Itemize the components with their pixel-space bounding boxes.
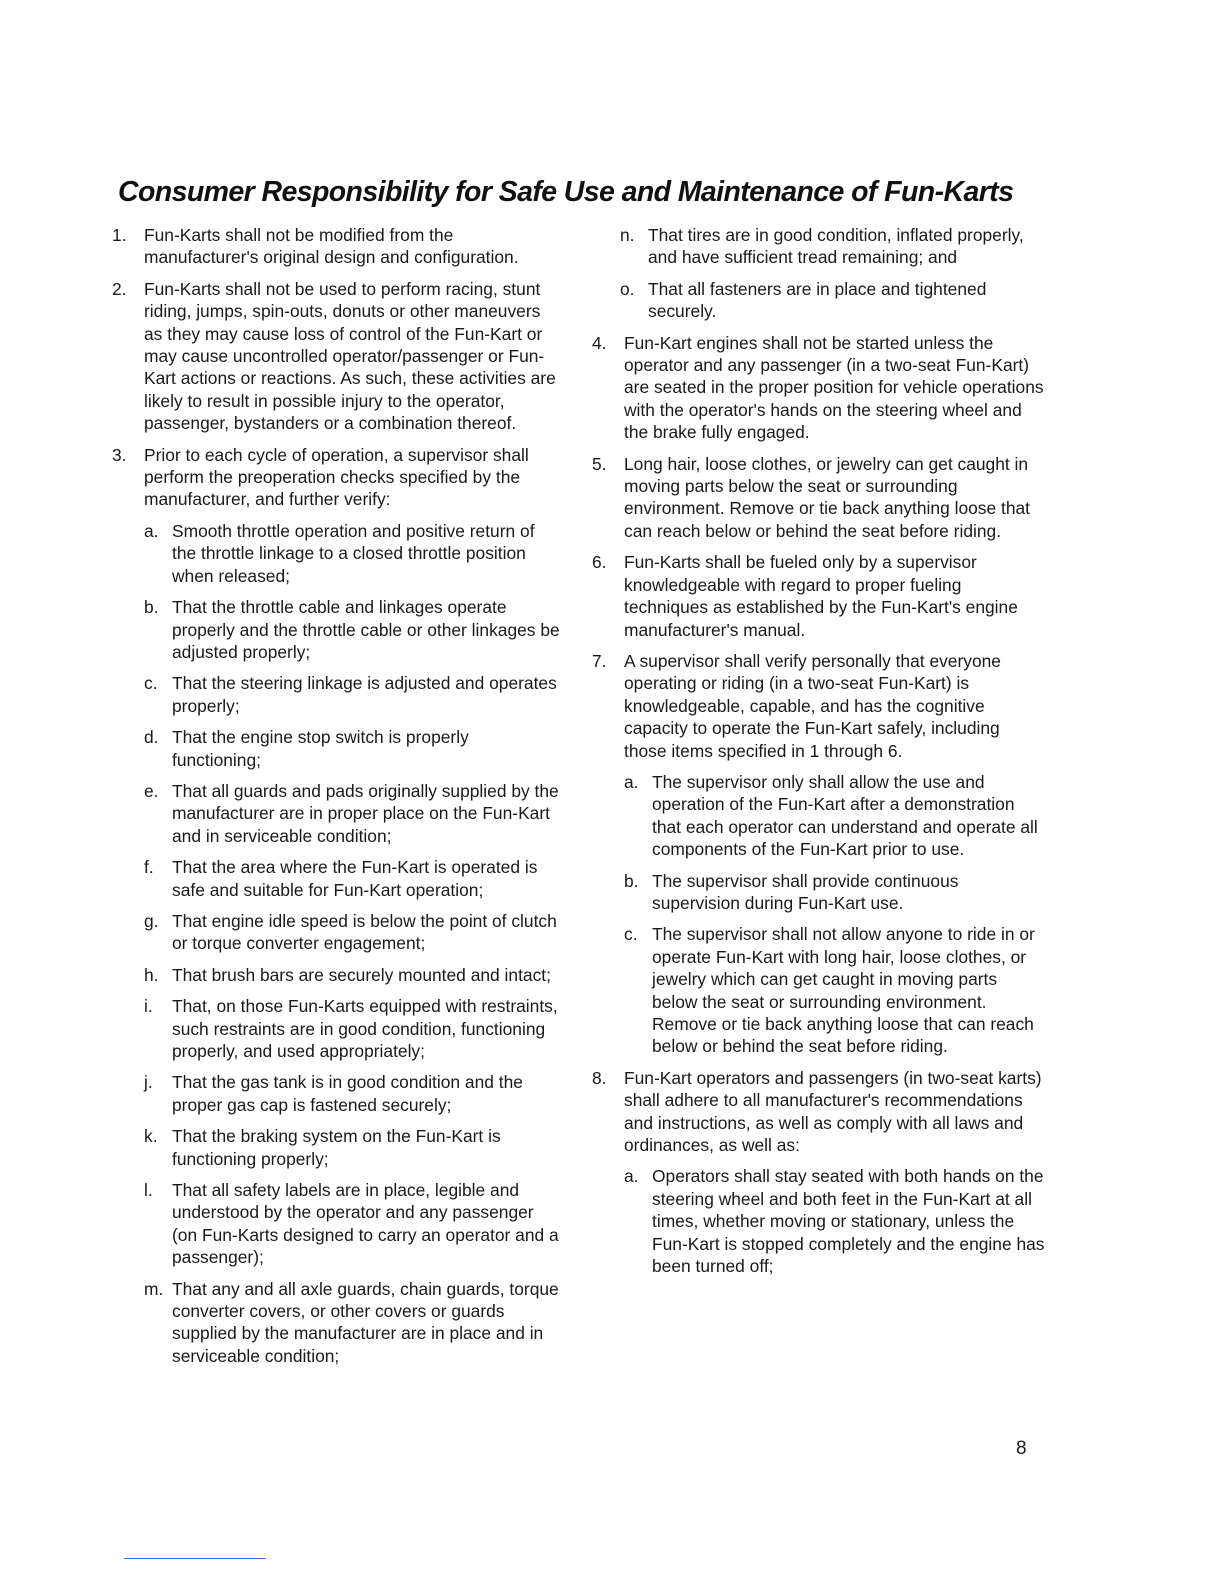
sub-item-letter: n. [620,225,635,245]
list-item-7 [592,650,1046,1058]
sub-list [144,520,562,1367]
sub-item-letter: b. [144,597,159,618]
sub-item-b [144,596,562,663]
right-column [592,224,1046,1286]
sub-item-letter: a. [144,520,159,541]
item-text: Fun-Karts shall not be modified from the manufacturer's original design and configuration. [144,225,519,268]
item-text: A supervisor shall verify personally that everyone operating or riding (in a two-seat Fun-Kart) is knowledgeable, capable, and has the cognitive capacity to operate the Fun-Kart safely, including those items specified in 1 through 6. [624,650,1001,761]
item-number: 2. [112,278,127,299]
list-item-4 [592,332,1046,444]
sub-item-letter: m. [144,1278,164,1299]
sub-item-d [144,726,562,771]
item-text: Fun-Karts shall be fueled only by a supervisor knowledgeable with regard to proper fueling techniques as established by the Fun-Kart's engine manufacturer's manual. [624,552,1018,640]
list-item-2 [112,278,562,435]
sub-item-letter: a. [624,1166,639,1187]
sub-item-g [144,910,562,955]
sub-item-text: That brush bars are securely mounted and intact; [172,964,551,985]
sub-item-f [144,856,562,901]
sub-item-k [144,1125,562,1170]
sub-item-text: That, on those Fun-Karts equipped with restraints, such restraints are in good condition, functioning properly, and used appropriately; [172,996,558,1061]
list-item-5 [592,453,1046,543]
list-item-6 [592,551,1046,641]
item-number: 3. [112,444,127,465]
sub-item-letter: e. [144,780,159,801]
item-text: Long hair, loose clothes, or jewelry can get caught in moving parts below the seat or surrounding environment. Remove or tie back anything loose that can reach below or behind the seat before riding. [624,453,1031,541]
item-text: Fun-Kart operators and passengers (in two-seat karts) shall adhere to all manufacturer's recommendations and instructions, as well as comply with all laws and ordinances, as well as: [624,1067,1042,1156]
sub-item-c [624,923,1046,1057]
sub-item-text: Operators shall stay seated with both hands on the steering wheel and both feet in the Fun-Kart at all times, whether moving or stationary, unless the Fun-Kart is stopped completely and the engine has been turned off; [652,1166,1045,1277]
left-column [112,224,562,1376]
sub-item-text: That the steering linkage is adjusted and operates properly; [172,673,557,716]
sub-item-j [144,1071,562,1116]
sub-item-text: That tires are in good condition, inflated properly, and have sufficient tread remaining; and [648,225,1024,268]
sub-item-letter: d. [144,727,159,748]
sub-item-letter: c. [144,673,158,694]
sub-list [624,1165,1046,1277]
sub-item-letter: h. [144,964,159,985]
sub-item-letter: i. [144,996,153,1017]
sub-item-letter: f. [144,857,154,878]
list-item-8 [592,1067,1046,1278]
item-number: 4. [592,332,607,353]
sub-item-text: That all guards and pads originally supplied by the manufacturer are in proper place on the Fun-Kart and in serviceable condition; [172,780,559,846]
item-number: 1. [112,225,127,245]
item-number: 7. [592,650,607,671]
sub-item-text: That the area where the Fun-Kart is operated is safe and suitable for Fun-Kart operation; [172,857,538,900]
sub-item-m [144,1278,562,1368]
page-number: 8 [1016,1438,1027,1459]
sub-item-o [620,278,1046,323]
sub-item-text: That any and all axle guards, chain guards, torque converter covers, or other covers or guards supplied by the manufacturer are in place and in serviceable condition; [172,1278,559,1366]
sub-item-i [144,995,562,1062]
sub-item-text: That the gas tank is in good condition and the proper gas cap is fastened securely; [172,1072,523,1115]
sub-item-letter: j. [144,1072,153,1093]
item-text: Fun-Kart engines shall not be started unless the operator and any passenger (in a two-seat Fun-Kart) are seated in the proper position for vehicle operations with the operator's hands on the steering wheel and the brake fully engaged. [624,332,1044,443]
sub-item-e [144,780,562,847]
item-number: 5. [592,453,607,474]
sub-item-letter: c. [624,924,638,945]
sub-item-text: That all safety labels are in place, legible and understood by the operator and any passenger (on Fun-Karts designed to carry an operator and a passenger); [172,1180,559,1268]
list-item-3 [112,444,562,1368]
item-text: Prior to each cycle of operation, a supervisor shall perform the preoperation checks specified by the manufacturer, and further verify: [144,444,529,510]
sub-item-text: Smooth throttle operation and positive return of the throttle linkage to a closed throttle position when released; [172,520,535,586]
sub-item-text: The supervisor shall not allow anyone to ride in or operate Fun-Kart with long hair, loose clothes, or jewelry which can get caught in moving parts below the seat or surrounding environment. Remove or tie back anything loose that can reach below or behind the seat before riding. [652,924,1035,1057]
sub-item-h [144,964,562,986]
sub-item-b [624,870,1046,915]
sub-item-n [620,224,1046,269]
sub-item-l [144,1179,562,1269]
sub-item-text: The supervisor only shall allow the use and operation of the Fun-Kart after a demonstration that each operator can understand and operate all components of the Fun-Kart prior to use. [652,771,1038,860]
continued-sub-list [620,224,1046,323]
sub-item-text: That the braking system on the Fun-Kart is functioning properly; [172,1126,501,1169]
sub-item-letter: l. [144,1180,153,1201]
sub-item-text: That the engine stop switch is properly functioning; [172,727,469,770]
sub-item-text: The supervisor shall provide continuous supervision during Fun-Kart use. [652,870,959,913]
sub-item-letter: k. [144,1126,158,1147]
sub-item-text: That engine idle speed is below the point of clutch or torque converter engagement; [172,910,557,954]
sub-item-text: That the throttle cable and linkages operate properly and the throttle cable or other linkages be adjusted properly; [172,597,560,662]
sub-item-letter: o. [620,278,635,299]
page-title: Consumer Responsibility for Safe Use and Maintenance of Fun-Karts [118,176,1014,208]
item-text: Fun-Karts shall not be used to perform racing, stunt riding, jumps, spin-outs, donuts or other maneuvers as they may cause loss of control of the Fun-Kart or may cause uncontrolled operator/passenger or Fun-Kart actions or reactions. As such, these activities are likely to result in possible injury to the operator, passenger, bystanders or a combination thereof. [144,278,556,434]
sub-item-letter: a. [624,771,639,792]
sub-list [624,771,1046,1058]
list-item-1 [112,224,562,269]
sub-item-a [624,1165,1046,1277]
item-number: 6. [592,552,607,573]
sub-item-letter: b. [624,870,639,891]
sub-item-a [144,520,562,587]
sub-item-a [624,771,1046,861]
footer-rule [124,1558,266,1559]
sub-item-letter: g. [144,910,159,931]
item-number: 8. [592,1067,607,1088]
sub-item-text: That all fasteners are in place and tightened securely. [648,278,987,322]
sub-item-c [144,672,562,717]
